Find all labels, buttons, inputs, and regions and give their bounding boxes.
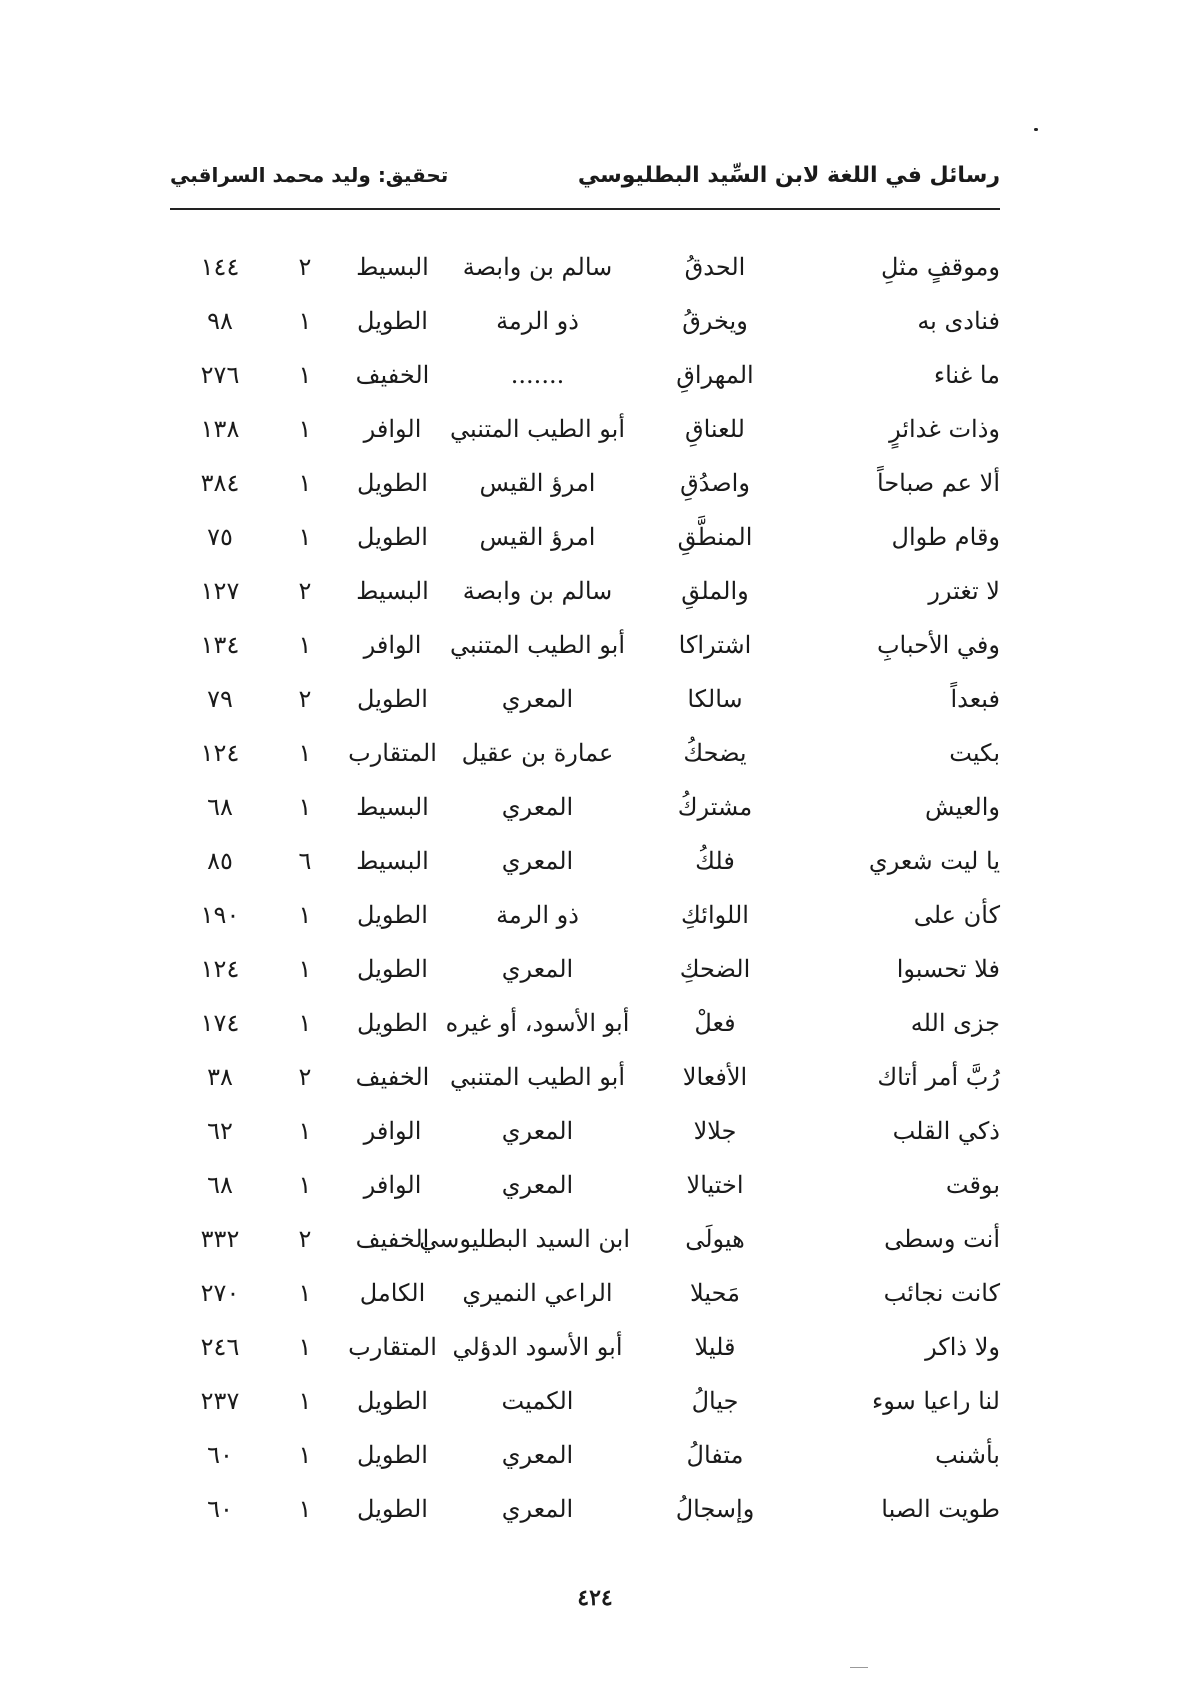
- verse-count: ١: [298, 955, 312, 983]
- table-row: [170, 726, 1000, 780]
- meter-name: الكامل: [359, 1279, 426, 1307]
- meter-name: البسيط: [356, 793, 429, 821]
- poet-name: المعري: [501, 1441, 574, 1469]
- verse-opening: ذكي القلب: [892, 1117, 1000, 1145]
- table-row: [170, 1158, 1000, 1212]
- table-row: [170, 240, 1000, 294]
- poet-name: أبو الطيب المتنبي: [449, 631, 626, 659]
- verse-count: ١: [298, 1441, 312, 1469]
- meter-name: المتقارب: [348, 1333, 437, 1361]
- verse-count: ١: [298, 1171, 312, 1199]
- poet-name: أبو الأسود، أو غيره: [445, 1009, 630, 1037]
- table-row: [170, 456, 1000, 510]
- page-reference: ٧٥: [207, 523, 233, 551]
- meter-name: الوافر: [363, 1171, 422, 1199]
- poet-name: ذو الرمة: [496, 901, 579, 929]
- poet-name: أبو الطيب المتنبي: [449, 415, 626, 443]
- page-reference: ١٩٠: [200, 901, 240, 929]
- verse-opening: كانت نجائب: [883, 1279, 1000, 1307]
- rhyme-word: اشتراكا: [678, 631, 752, 659]
- verse-count: ١: [298, 415, 312, 443]
- verse-count: ١: [298, 1117, 312, 1145]
- verse-opening: فنادى به: [917, 307, 1000, 335]
- page-reference: ٢٧٠: [200, 1279, 240, 1307]
- verse-count: ٢: [298, 577, 312, 605]
- rhyme-word: جيالُ: [691, 1387, 739, 1415]
- rhyme-word: سالكا: [687, 685, 743, 713]
- poet-name: سالم بن وابصة: [462, 577, 613, 605]
- rhyme-word: الضحكِ: [679, 955, 751, 983]
- rhyme-word: المنطَّقِ: [677, 523, 753, 551]
- meter-name: الطويل: [357, 901, 428, 929]
- verse-count: ١: [298, 469, 312, 497]
- verse-index-table: [170, 240, 1000, 1536]
- page-reference: ١٣٨: [200, 415, 240, 443]
- rhyme-word: الحدقُ: [684, 253, 746, 281]
- table-row: [170, 402, 1000, 456]
- rhyme-word: مَحيلا: [690, 1279, 740, 1307]
- page-reference: ١٢٤: [200, 955, 240, 983]
- table-row: [170, 1482, 1000, 1536]
- table-row: [170, 1374, 1000, 1428]
- table-row: [170, 510, 1000, 564]
- poet-name: الراعي النميري: [462, 1279, 613, 1307]
- rhyme-word: اللوائكِ: [681, 901, 749, 929]
- verse-opening: وموقفٍ مثلِ: [880, 253, 1000, 281]
- editor-credit: تحقيق: وليد محمد السراقبي: [170, 163, 449, 187]
- poet-name: المعري: [501, 847, 574, 875]
- meter-name: الطويل: [357, 307, 428, 335]
- rhyme-word: للعناقِ: [684, 415, 745, 443]
- rhyme-word: المهراقِ: [676, 361, 754, 389]
- rhyme-word: هيولَى: [685, 1225, 745, 1253]
- table-row: [170, 1320, 1000, 1374]
- table-row: [170, 1212, 1000, 1266]
- page-reference: ١٤٤: [200, 253, 240, 281]
- verse-count: ١: [298, 523, 312, 551]
- verse-opening: ولا ذاكر: [925, 1333, 1000, 1361]
- page-number: ٤٢٤: [577, 1585, 613, 1611]
- verse-count: ٢: [298, 1225, 312, 1253]
- rhyme-word: الأفعالا: [682, 1063, 748, 1091]
- verse-opening: وقام طوال: [891, 523, 1000, 551]
- verse-opening: لا تغترر: [928, 577, 1000, 605]
- page-reference: ٨٥: [207, 847, 233, 875]
- verse-opening: وفي الأحبابِ: [876, 631, 1000, 659]
- meter-name: البسيط: [356, 253, 429, 281]
- verse-count: ٢: [298, 1063, 312, 1091]
- poet-name: امرؤ القيس: [479, 469, 596, 497]
- verse-opening: والعيش: [925, 793, 1000, 821]
- rhyme-word: والملقِ: [681, 577, 749, 605]
- poet-name: .......: [510, 361, 565, 389]
- poet-name: المعري: [501, 1495, 574, 1523]
- table-row: [170, 1428, 1000, 1482]
- verse-index-body: [170, 240, 1000, 1536]
- table-row: [170, 888, 1000, 942]
- verse-opening: يا ليت شعري: [868, 847, 1000, 875]
- poet-name: عمارة بن عقيل: [461, 739, 614, 767]
- page-reference: ٣٨٤: [200, 469, 240, 497]
- verse-opening: بوقت: [945, 1171, 1000, 1199]
- meter-name: الوافر: [363, 631, 422, 659]
- table-row: [170, 996, 1000, 1050]
- stray-line: [850, 1667, 868, 1668]
- page-reference: ٢٧٦: [200, 361, 240, 389]
- rhyme-word: يضحكُ: [683, 739, 747, 767]
- poet-name: أبو الطيب المتنبي: [449, 1063, 626, 1091]
- poet-name: المعري: [501, 955, 574, 983]
- table-row: [170, 942, 1000, 996]
- page-reference: ٦٨: [207, 1171, 233, 1199]
- verse-count: ١: [298, 1279, 312, 1307]
- verse-count: ١: [298, 1009, 312, 1037]
- verse-count: ١: [298, 1387, 312, 1415]
- verse-count: ١: [298, 361, 312, 389]
- page-reference: ٦٠: [207, 1495, 233, 1523]
- verse-count: ١: [298, 793, 312, 821]
- table-row: [170, 672, 1000, 726]
- rhyme-word: فلكُ: [695, 847, 735, 875]
- verse-count: ١: [298, 307, 312, 335]
- meter-name: الطويل: [357, 469, 428, 497]
- page-reference: ٧٩: [207, 685, 233, 713]
- verse-count: ٢: [298, 685, 312, 713]
- meter-name: الطويل: [357, 1495, 428, 1523]
- rhyme-word: فعلْ: [694, 1009, 736, 1037]
- rhyme-word: متفالُ: [686, 1441, 744, 1469]
- verse-count: ١: [298, 739, 312, 767]
- meter-name: الطويل: [357, 523, 428, 551]
- poet-name: امرؤ القيس: [479, 523, 596, 551]
- poet-name: سالم بن وابصة: [462, 253, 613, 281]
- page-reference: ١٧٤: [200, 1009, 240, 1037]
- poet-name: المعري: [501, 1171, 574, 1199]
- rhyme-word: ويخرقُ: [682, 307, 748, 335]
- meter-name: الطويل: [357, 1009, 428, 1037]
- table-row: [170, 1104, 1000, 1158]
- rhyme-word: وإسجالُ: [675, 1495, 755, 1523]
- meter-name: الطويل: [357, 1387, 428, 1415]
- verse-opening: رُبَّ أمر أتاك: [877, 1063, 1000, 1091]
- verse-opening: أنت وسطى: [884, 1225, 1000, 1253]
- meter-name: البسيط: [356, 847, 429, 875]
- table-row: [170, 780, 1000, 834]
- rhyme-word: واصدُقِ: [680, 469, 750, 497]
- book-title: رسائل في اللغة لابن السِّيد البطليوسي: [577, 163, 1000, 188]
- meter-name: المتقارب: [348, 739, 437, 767]
- page-reference: ٦٢: [207, 1117, 233, 1145]
- verse-count: ٦: [298, 847, 312, 875]
- table-row: [170, 834, 1000, 888]
- meter-name: الوافر: [363, 1117, 422, 1145]
- verse-opening: وذات غدائرٍ: [889, 415, 1000, 443]
- meter-name: الخفيف: [355, 361, 430, 389]
- verse-opening: ألا عم صباحاً: [877, 469, 1000, 497]
- verse-count: ٢: [298, 253, 312, 281]
- page-reference: ٣٣٢: [200, 1225, 240, 1253]
- stray-mark: [1034, 128, 1038, 131]
- verse-count: ١: [298, 631, 312, 659]
- meter-name: الطويل: [357, 955, 428, 983]
- running-header: [170, 163, 1000, 203]
- rhyme-word: اختيالا: [686, 1171, 744, 1199]
- page-reference: ٢٣٧: [200, 1387, 240, 1415]
- table-row: [170, 1050, 1000, 1104]
- table-row: [170, 564, 1000, 618]
- page-reference: ٦٠: [207, 1441, 233, 1469]
- verse-opening: ما غناء: [933, 361, 1000, 389]
- page-reference: ١٢٤: [200, 739, 240, 767]
- page-reference: ٢٤٦: [200, 1333, 240, 1361]
- meter-name: الوافر: [363, 415, 422, 443]
- poet-name: أبو الأسود الدؤلي: [452, 1333, 623, 1361]
- page-reference: ٦٨: [207, 793, 233, 821]
- table-row: [170, 294, 1000, 348]
- meter-name: البسيط: [356, 577, 429, 605]
- meter-name: الطويل: [357, 685, 428, 713]
- table-row: [170, 348, 1000, 402]
- verse-opening: طويت الصبا: [881, 1495, 1000, 1523]
- page-reference: ٣٨: [207, 1063, 233, 1091]
- verse-opening: بكيت: [949, 739, 1000, 767]
- rhyme-word: مشتركُ: [677, 793, 753, 821]
- rhyme-word: جلالا: [693, 1117, 737, 1145]
- meter-name: الخفيف: [355, 1225, 430, 1253]
- verse-opening: كأن على: [913, 901, 1000, 929]
- verse-count: ١: [298, 1333, 312, 1361]
- poet-name: ابن السيد البطليوسي: [419, 1225, 630, 1253]
- meter-name: الطويل: [357, 1441, 428, 1469]
- table-row: [170, 618, 1000, 672]
- page-reference: ١٢٧: [200, 577, 240, 605]
- verse-opening: فلا تحسبوا: [896, 955, 1000, 983]
- table-row: [170, 1266, 1000, 1320]
- verse-opening: بأشنب: [935, 1441, 1000, 1469]
- poet-name: ذو الرمة: [496, 307, 579, 335]
- poet-name: الكميت: [501, 1387, 574, 1415]
- verse-opening: لنا راعيا سوء: [871, 1387, 1000, 1415]
- poet-name: المعري: [501, 793, 574, 821]
- verse-opening: فبعداً: [950, 685, 1000, 713]
- page-reference: ٩٨: [207, 307, 233, 335]
- page-reference: ١٣٤: [200, 631, 240, 659]
- poet-name: المعري: [501, 1117, 574, 1145]
- rhyme-word: قليلا: [694, 1333, 736, 1361]
- verse-count: ١: [298, 901, 312, 929]
- meter-name: الخفيف: [355, 1063, 430, 1091]
- poet-name: المعري: [501, 685, 574, 713]
- header-rule: [170, 208, 1000, 210]
- verse-count: ١: [298, 1495, 312, 1523]
- verse-opening: جزى الله: [910, 1009, 1000, 1037]
